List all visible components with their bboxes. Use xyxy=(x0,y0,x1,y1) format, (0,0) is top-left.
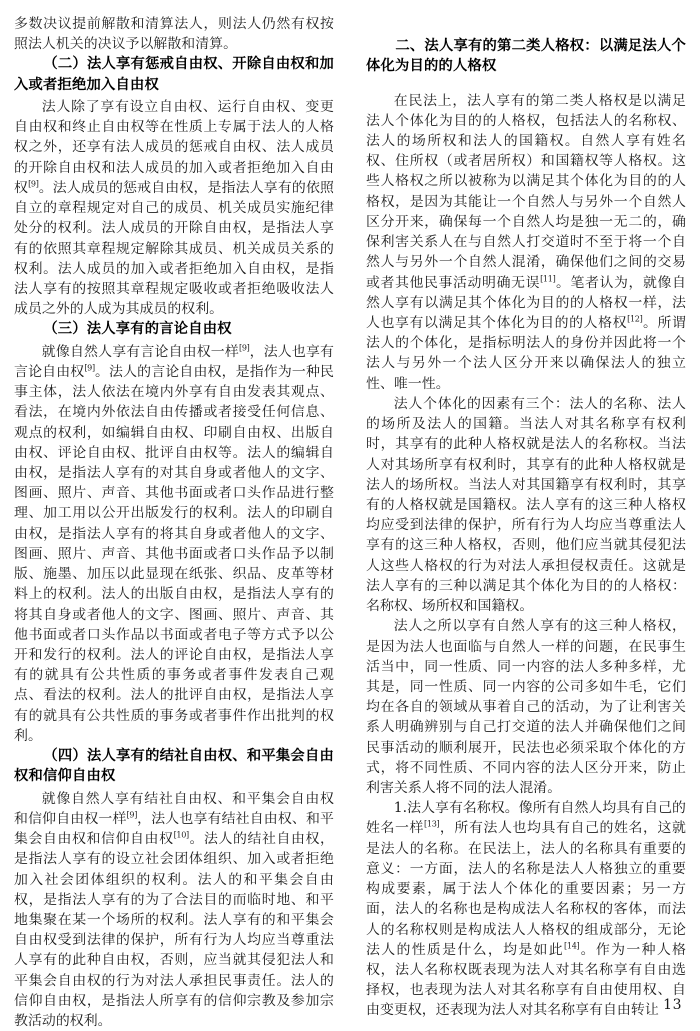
paragraph-text-tail-2: 。所谓法人的个体化，是指标明法人的身份并因此将一个法人与另外一个法人区分开来以确保法人的独立性、唯一性。 xyxy=(366,315,686,392)
heading-section-three xyxy=(14,319,334,339)
heading-section-two xyxy=(14,54,334,95)
footnote-marker[interactable]: [11] xyxy=(540,273,556,283)
heading-section-two-text: （二）法人享有惩戒自由权、开除自由权和加入或者拒绝加入自由权 xyxy=(14,56,334,93)
footnote-marker[interactable]: [9] xyxy=(28,179,39,189)
paragraph-why-three-rights: 法人之所以享有自然人享有的这三种人格权，是因为法人也面临与自然人一样的问题，在民事生活当中，同一性质、同一内容的法人多种多样，尤其是，同一性质、同一内容的公司多如牛毛，它们均在各自的领域从事着自己的活动，为了让利害关系人明确辨别与自己打交道的法人并确保他们之间民事活动的顺利展开，民法也必须采取个体化的方式，将不同性质、不同内容的法人区分开来，防止利害关系人将不同的法人混淆。 xyxy=(366,618,686,797)
paragraph-text-tail-2: 。作为一种人格权，法人名称权既表现为法人对其名称享有自由选择权，也表现为法人对其名称享有自由使用权、自由变更权，还表现为法人对其名称享有自由转让 xyxy=(366,941,686,1019)
paragraph-text: 在民法上，法人享有的第二类人格权是以满足法人个体化为目的的人格权，包括法人的名称权、法人的场所权和法人的国籍权。自然人享有姓名权、住所权（或者居所权）和国籍权等人格权。这些人格权之所以被称为以满足其个体化为目的的人格权，是因为其能让一个自然人与另外一个自然人区分开来，确保每一个自然人均是独一无二的，确保利害关系人在与自然人打交道时不至于将一个自然人与另外一个自然人混淆，确保他们之间的交易或者其他民事活动明确无误 xyxy=(366,92,686,291)
paragraph-text: 就像自然人享有结社自由权、和平集会自由权和信仰自由权一样 xyxy=(14,790,334,827)
paragraph-text: 就像自然人享有言论自由权一样 xyxy=(41,343,239,360)
heading-section-four-text: （四）法人享有的结社自由权、和平集会自由权和信仰自由权 xyxy=(14,748,334,785)
paragraph-text-tail: ，所有法人也均具有自己的姓名，这就是法人的名称。在民法上，法人的名称具有重要的意义：一方面，法人的名称是法人人格独立的重要构成要素，属于法人个体化的重要因素；另一方面，法人的名称也是构成法人名称权的客体，而法人的名称权则是构成法人人格权的组成部分，无论法人的性质是什么，均是如此 xyxy=(366,820,686,958)
footnote-marker[interactable]: [12] xyxy=(627,314,643,324)
left-column xyxy=(14,14,334,1031)
section-heading-two xyxy=(366,36,686,77)
section-heading-two-text: 二、法人享有的第二类人格权：以满足法人个体化为目的的人格权 xyxy=(366,38,686,75)
paragraph-text-tail: ，法人也享有结社自由权、和平集会自由权和信仰自由权 xyxy=(14,810,334,848)
paragraph-second-category xyxy=(366,91,686,394)
page-number: 13 xyxy=(663,997,682,1013)
paragraph-text-tail-2: 。法人的结社自由权，是指法人享有的设立社会团体组织、加入或者拒绝加入社会团体组织的权利。法人的和平集会自由权，是指法人享有的为了合法目的而临时地、和平地集聚在某一个场所的权利。法人享有的和平集会自由权受到法律的保护，所有行为人均应当尊重法人享有的此种自由权，否则，应当就其侵犯法人和平集会自由权的行为对法人承担民事责任。法人的信仰自由权，是指法人所享有的信仰宗教及参加宗教活动的权利。 xyxy=(14,831,334,1030)
footnote-marker[interactable]: [14] xyxy=(564,941,580,951)
paragraph-text-tail: 。笔者认为，就像自然人享有以满足其个体化为目的的人格权一样，法人也享有以满足其个体化为目的的人格权 xyxy=(366,274,686,331)
paragraph-text: 法人除了享有设立自由权、运行自由权、变更自由权和终止自由权等在性质上专属于法人的人格权之外，还享有法人成员的惩戒自由权、法人成员的开除自由权和法人成员的加入或者拒绝加入自由权 xyxy=(14,99,334,196)
paragraph-individuation-factors: 法人个体化的因素有三个：法人的名称、法人的场所及法人的国籍。当法人对其名称享有权利时，其享有的此种人格权就是法人的名称权。当法人对其场所享有权利时，其享有的此种人格权就是法人的场所权。当法人对其国籍享有权利时，其享有的人格权就是国籍权。法人享有的这三种人格权均应受到法律的保护，所有行为人均应当尊重法人享有的这三种人格权，否则，他们应当就其侵犯法人这些人格权的行为对法人承担侵权责任。这就是法人享有的三种以满足其个体化为目的的人格权：名称权、场所权和国籍权。 xyxy=(366,395,686,615)
footnote-marker[interactable]: [9] xyxy=(238,343,250,353)
paragraph-text-tail: ，法人也享有言论自由权 xyxy=(14,343,334,380)
footnote-marker[interactable]: [10] xyxy=(173,830,189,840)
paragraph-text: 1.法人享有名称权。像所有自然人均具有自己的姓名一样 xyxy=(366,800,686,837)
paragraph-speech-freedom xyxy=(14,342,334,746)
paragraph-continued-top: 多数决议提前解散和清算法人，则法人仍然有权按照法人机关的决议予以解散和清算。 xyxy=(14,16,334,53)
paragraph-text-tail-2: 。法人的言论自由权，是指作为一种民事主体，法人依法在境内外享有自由发表其观点、看法，在境内外依法自由传播或者接受任何信息、观点的权利，如编辑自由权、印刷自由权、出版自由权、评论自由权、批评自由权等。法人的编辑自由权，是指法人享有的对其自身或者他人的文字、图画、照片、声音、其他书面或者口头作品进行整理、加工用以公开出版发行的权利。法人的印刷自由权，是指法人享有的将其自身或者他人的文字、图画、照片、声音、其他书面或者口头作品予以制版、施墨、加压以此显现在纸张、织品、皮革等材料上的权利。法人的出版自由权，是指法人享有的将其自身或者他人的文字、图画、照片、声音、其他书面或者口头作品以书面或者电子等方式予以公开和发行的权利。法人的评论自由权，是指法人享有的就具有公共性质的事务或者事件发表自己观点、看法的权利。法人的批评自由权，是指法人享有的就具有公共性质的事务或者事件作出批判的权利。 xyxy=(14,363,334,744)
two-column-layout xyxy=(14,14,686,1030)
paragraph-discipline-rights xyxy=(14,97,334,319)
paragraph-name-right xyxy=(366,798,686,1020)
heading-section-three-text: （三）法人享有的言论自由权 xyxy=(43,321,232,338)
footnote-marker[interactable]: [13] xyxy=(424,819,440,829)
footnote-marker[interactable]: [9] xyxy=(84,363,95,373)
right-column xyxy=(366,14,686,1021)
paragraph-association-freedom xyxy=(14,789,334,1031)
heading-section-four xyxy=(14,746,334,787)
footnote-marker[interactable]: [9] xyxy=(126,810,138,820)
paragraph-text-tail: 。法人成员的惩戒自由权，是指法人享有的依照自立的章程规定对自己的成员、机关成员实施纪律处分的权利。法人成员的开除自由权，是指法人享有的依照其章程规定解除其成员、机关成员关系的权利。法人成员的加入或者拒绝加入自由权，是指法人享有的按照其章程规定吸收或者拒绝吸收法人成员之外的人成为其成员的权利。 xyxy=(14,179,334,318)
